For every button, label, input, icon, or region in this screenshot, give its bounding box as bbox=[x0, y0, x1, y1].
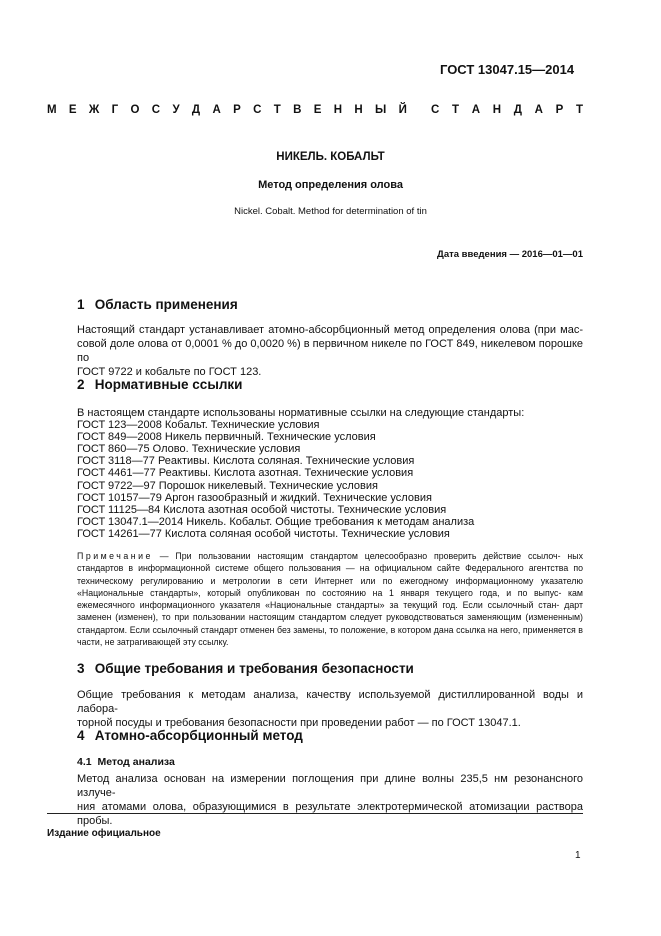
note-line: — При пользовании настоящим стандартом целесообразно проверить действие ссылоч- bbox=[152, 551, 561, 561]
footer-divider bbox=[47, 813, 583, 814]
reference-prefix: ГОСТ bbox=[77, 491, 106, 504]
paragraph-line: совой доле олова от 0,0001 % до 0,0020 %) в первичном никеле по ГОСТ 849, никелевом порошке по bbox=[77, 338, 583, 364]
banner-word: М Е Ж Г О С У Д А Р С Т В Е Н Н Ы Й bbox=[47, 104, 407, 116]
subsection-4-1-heading bbox=[77, 756, 175, 768]
reference-prefix: ГОСТ bbox=[77, 479, 106, 492]
reference-number: 123—2008 bbox=[108, 419, 162, 432]
reference-prefix: ГОСТ bbox=[77, 455, 106, 468]
reference-item bbox=[77, 504, 583, 516]
edition-label: Издание официальное bbox=[47, 828, 161, 839]
section-number: 3 bbox=[77, 661, 85, 676]
reference-item bbox=[77, 443, 583, 455]
section-3-text bbox=[77, 688, 583, 730]
section-3-heading bbox=[77, 661, 414, 676]
reference-title: Никель первичный. Технические условия bbox=[164, 431, 376, 444]
section-number: 4 bbox=[77, 728, 85, 743]
reference-prefix: ГОСТ bbox=[77, 443, 106, 456]
english-title: Nickel. Cobalt. Method for determination of tin bbox=[234, 206, 427, 217]
document-subtitle: Метод определения олова bbox=[258, 179, 403, 191]
section-title: Нормативные ссылки bbox=[94, 377, 243, 392]
reference-number: 4461—77 bbox=[108, 467, 156, 480]
note-line: агентства по техническому регулированию и метрологии в сети Интернет или по ежегодному информационному bbox=[77, 563, 583, 586]
reference-number: 9722—97 bbox=[108, 479, 156, 492]
reference-number: 3118—77 bbox=[108, 455, 155, 468]
reference-title: Кислота азотная особой чистоты. Технические условия bbox=[163, 503, 447, 516]
reference-item bbox=[77, 516, 583, 528]
note-label: Примечание bbox=[77, 551, 153, 561]
reference-title: Реактивы. Кислота азотная. Технические условия bbox=[158, 467, 414, 480]
reference-item bbox=[77, 492, 583, 504]
section-title: Область применения bbox=[94, 297, 238, 312]
note-line: дарт заменен (изменен), то при пользовании настоящим стандартом следует руководствоваться заменяющим bbox=[77, 600, 583, 623]
section-number: 1 bbox=[77, 297, 85, 312]
normative-references bbox=[77, 407, 583, 540]
reference-title: Никель. Кобальт. Общие требования к методам анализа bbox=[186, 515, 475, 528]
note-line: него, применяется в части, не затрагивающей эту ссылку. bbox=[77, 624, 583, 648]
reference-prefix: ГОСТ bbox=[77, 503, 106, 516]
paragraph-line: торной посуды и требования безопасности при проведении работ — по ГОСТ 13047.1. bbox=[77, 717, 521, 729]
reference-prefix: ГОСТ bbox=[77, 467, 106, 480]
references-intro: В настоящем стандарте использованы нормативные ссылки на следующие стандарты: bbox=[77, 407, 525, 419]
subsection-number: 4.1 bbox=[77, 756, 92, 768]
reference-prefix: ГОСТ bbox=[77, 515, 106, 528]
section-2-heading bbox=[77, 377, 242, 392]
section-title: Общие требования и требования безопасности bbox=[94, 661, 414, 676]
reference-number: 849—2008 bbox=[108, 431, 162, 444]
paragraph-line: Общие требования к методам анализа, качеству используемой дистиллированной воды и лабора- bbox=[77, 689, 583, 715]
page-number: 1 bbox=[575, 850, 581, 861]
reference-number: 10157—79 bbox=[108, 491, 162, 504]
reference-item bbox=[77, 419, 583, 431]
subsection-title: Метод анализа bbox=[97, 756, 175, 768]
reference-title: Олово. Технические условия bbox=[152, 443, 301, 456]
reference-prefix: ГОСТ bbox=[77, 419, 106, 432]
note-line: указателю «Национальные стандарты», который опубликован по состоянию на 1 января текущего года, и по выпус- bbox=[77, 575, 583, 598]
note-line: ных стандартов в информационной системе общего пользования — на официальном сайте Федерального bbox=[77, 551, 583, 574]
note-line: кам ежемесячного информационного указателя «Национальные стандарты» за текущий год. Если ссылочный стан- bbox=[77, 587, 583, 611]
reference-number: 11125—84 bbox=[108, 503, 161, 516]
subsection-4-1-text bbox=[77, 772, 583, 828]
paragraph-line: Метод анализа основан на измерении поглощения при длине волны 235,5 нм резонансного излуче- bbox=[77, 773, 583, 799]
reference-title: Кобальт. Технические условия bbox=[164, 419, 320, 432]
section-number: 2 bbox=[77, 377, 85, 392]
introduction-date: Дата введения — 2016—01—01 bbox=[437, 249, 583, 260]
paragraph-line: ния атомами олова, образующимися в результате электротермической атомизации раствора пробы. bbox=[77, 801, 583, 827]
banner-word: С Т А Н Д А Р Т bbox=[431, 104, 583, 116]
reference-title: Кислота соляная особой чистоты. Технические условия bbox=[164, 527, 450, 540]
note-block bbox=[77, 550, 583, 648]
standard-banner bbox=[47, 104, 583, 116]
reference-number: 14261—77 bbox=[108, 527, 162, 540]
section-title: Атомно-абсорбционный метод bbox=[94, 728, 303, 743]
reference-number: 13047.1—2014 bbox=[108, 515, 184, 528]
reference-title: Реактивы. Кислота соляная. Технические условия bbox=[157, 455, 415, 468]
note-line: (измененным) стандартом. Если ссылочный стандарт отменен без замены, то положение, в котором дана ссылка на bbox=[77, 612, 583, 635]
section-4-heading bbox=[77, 728, 303, 743]
paragraph-line: Настоящий стандарт устанавливает атомно-абсорбционный метод определения олова (при мас- bbox=[77, 324, 583, 336]
reference-item bbox=[77, 467, 583, 479]
reference-title: Порошок никелевый. Технические условия bbox=[158, 479, 378, 492]
reference-item bbox=[77, 528, 583, 540]
document-title: НИКЕЛЬ. КОБАЛЬТ bbox=[276, 151, 385, 163]
reference-title: Аргон газообразный и жидкий. Технические условия bbox=[164, 491, 432, 504]
reference-item bbox=[77, 480, 583, 492]
reference-prefix: ГОСТ bbox=[77, 431, 106, 444]
section-1-heading bbox=[77, 297, 238, 312]
reference-number: 860—75 bbox=[108, 443, 150, 456]
reference-prefix: ГОСТ bbox=[77, 527, 106, 540]
section-1-text bbox=[77, 323, 583, 379]
paragraph-line: ГОСТ 9722 и кобальте по ГОСТ 123. bbox=[77, 366, 262, 378]
reference-item bbox=[77, 431, 583, 443]
reference-item bbox=[77, 455, 583, 467]
document-code: ГОСТ 13047.15—2014 bbox=[440, 62, 575, 77]
